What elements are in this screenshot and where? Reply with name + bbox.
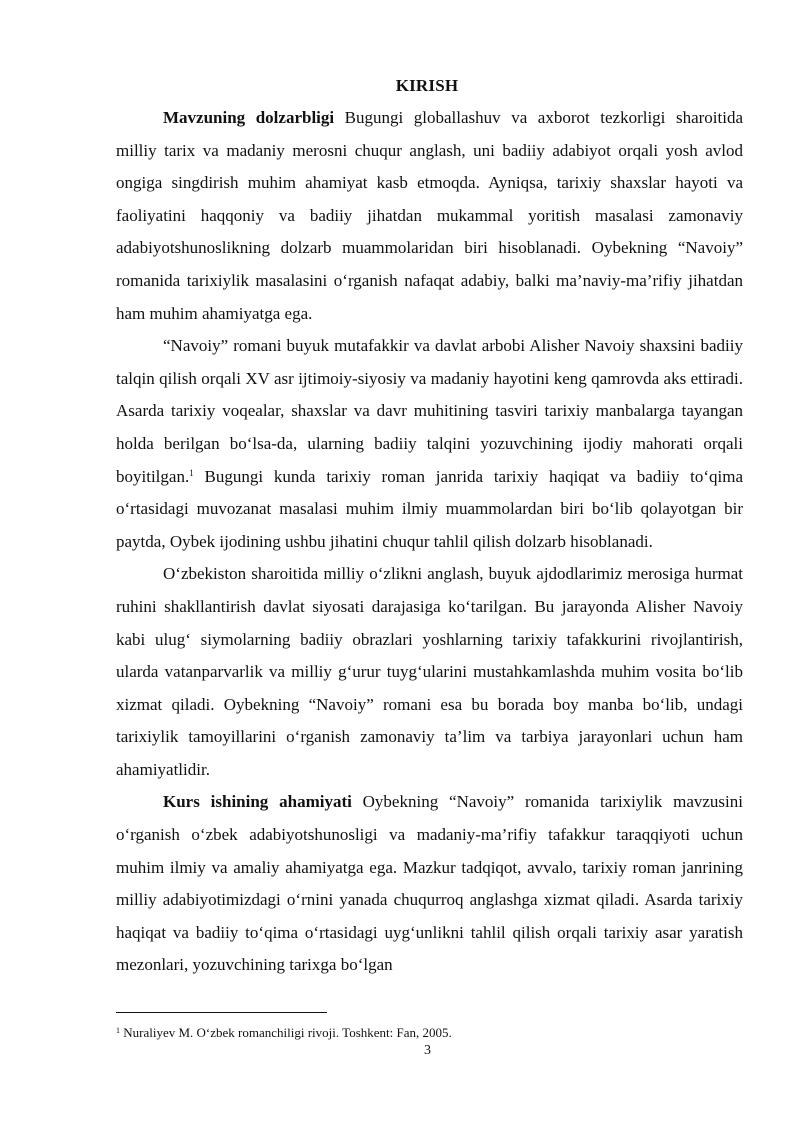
body-text (116, 102, 743, 982)
page-heading: KIRISH (395, 76, 459, 95)
importance-label: Kurs ishining ahamiyati (163, 792, 352, 812)
footnote-text: Nuraliyev M. O‘zbek romanchiligi rivoji. Toshkent: Fan, 2005. (120, 1025, 452, 1040)
paragraph-novel-overview (116, 330, 743, 558)
footnote-reference[interactable]: 1 (189, 467, 194, 478)
national-identity-text: O‘zbekiston sharoitida milliy o‘zlikni anglash, buyuk ajdodlarimiz merosiga hurmat ruhini shakllantirish davlat siyosati darajasiga ko‘tarilgan. Bu jarayonda Alisher Navoiy kabi ulug‘ siymolarning badiiy obrazlari yoshlarning tarixiy tafakkurini rivojlantirish, ularda vatanparvarlik va milliy g‘urur tuyg‘ularini mustahkamlashda muhim vosita bo‘lib xizmat qiladi. Oybekning “Navoiy” romani esa bu borada boy manba bo‘lib, undagi tarixiylik tamoyillarini o‘rganish zamonaviy ta’lim va tarbiya jarayonlari uchun ham ahamiyatlidir. (116, 564, 743, 779)
relevance-label: Mavzuning dolzarbligi (163, 108, 335, 127)
paragraph-national-identity (116, 558, 743, 786)
footnote (116, 1025, 452, 1041)
page-number: 3 (424, 1043, 431, 1058)
footnote-mark: 1 (116, 1026, 120, 1035)
novel-overview-text-2: Bugungi kunda tarixiy roman janrida tarixiy haqiqat va badiiy to‘qima o‘rtasidagi muvozanat masalasi muhim ilmiy muammolardan biri bo‘lib qolayotgan bir paytda, Oybek ijodining ushbu jihatini chuqur tahlil qilish dolzarb hisoblanadi. (116, 466, 743, 551)
footnote-separator (116, 1012, 327, 1013)
relevance-text: Bugungi globallashuv va axborot tezkorligi sharoitida milliy tarix va madaniy merosni chuqur anglash, uni badiiy adabiyot orqali yosh avlod ongiga singdirish muhim ahamiyat kasb etmoqda. Ayniqsa, tarixiy shaxslar hayoti va faoliyatini haqqoniy va badiiy jihatdan mukammal yoritish masalasi zamonaviy adabiyotshunoslikning dolzarb muammolaridan biri hisoblanadi. Oybekning “Navoiy” romanida tarixiylik masalasini o‘rganish nafaqat adabiy, balki ma’naviy-ma’rifiy jihatdan ham muhim ahamiyatga ega. (116, 108, 743, 323)
novel-overview-text-1: “Navoiy” romani buyuk mutafakkir va davlat arbobi Alisher Navoiy shaxsini badiiy talqin qilish orqali XV asr ijtimoiy-siyosiy va madaniy hayotini keng qamrovda aks ettiradi. Asarda tarixiy voqealar, shaxslar va davr muhitining tasviri tarixiy manbalarga tayangan holda berilgan bo‘lsa-da, ularning badiiy talqini yozuvchining ijodiy mahorati orqali boyitilgan. (116, 336, 743, 486)
importance-text: Oybekning “Navoiy” romanida tarixiylik mavzusini o‘rganish o‘zbek adabiyotshunosligi va madaniy-ma’rifiy tafakkur taraqqiyoti uchun muhim ilmiy va amaliy ahamiyatga ega. Mazkur tadqiqot, avvalo, tarixiy roman janrining milliy adabiyotimizdagi o‘rnini yanada chuqurroq anglashga xizmat qiladi. Asarda tarixiy haqiqat va badiiy to‘qima o‘rtasidagi uyg‘unlikni tahlil qilish orqali tarixiy asar yaratish mezonlari, yozuvchining tarixga bo‘lgan (116, 792, 743, 975)
paragraph-relevance (116, 102, 743, 330)
paragraph-importance (116, 786, 743, 982)
